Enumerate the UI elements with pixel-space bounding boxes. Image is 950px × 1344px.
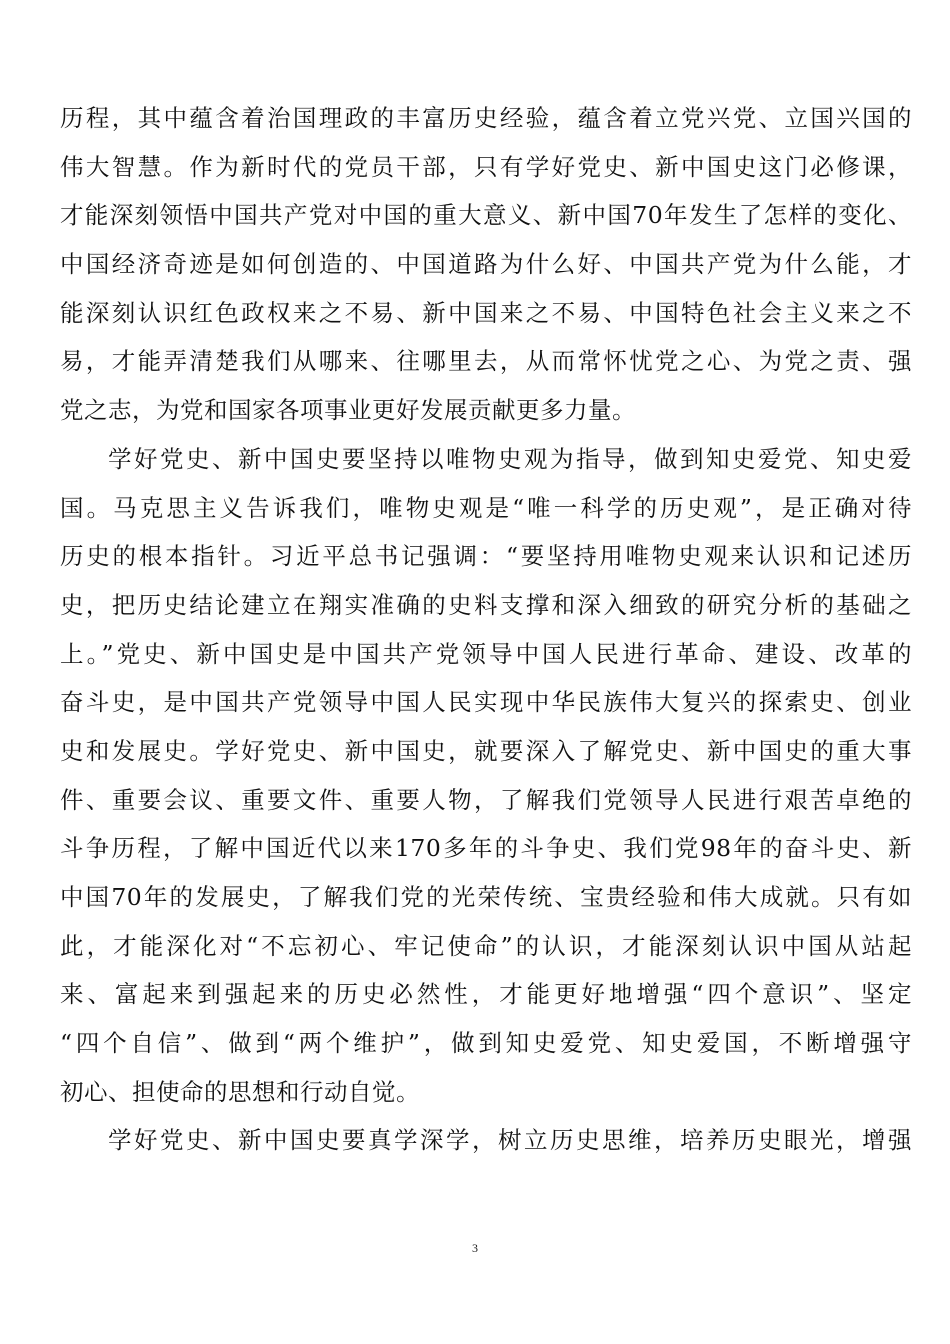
text-line: 才能深刻领悟中国共产党对中国的重大意义、新中国70年发生了怎样的变化、	[60, 201, 912, 230]
text-line: 易，才能弄清楚我们从哪来、往哪里去，从而常怀忧党之心、为党之责、强	[60, 347, 912, 376]
text-line: 史，把历史结论建立在翔实准确的史料支撑和深入细致的研究分析的基础之	[60, 590, 912, 619]
text-line: 能深刻认识红色政权来之不易、新中国来之不易、中国特色社会主义来之不	[60, 298, 912, 327]
text-line: 学好党史、新中国史要真学深学，树立历史思维，培养历史眼光，增强	[108, 1126, 912, 1155]
text-line: 伟大智慧。作为新时代的党员干部，只有学好党史、新中国史这门必修课，	[60, 152, 912, 181]
text-line: “四个自信”、做到“两个维护”，做到知史爱党、知史爱国，不断增强守	[60, 1029, 912, 1058]
text-line: 上。”党史、新中国史是中国共产党领导中国人民进行革命、建设、改革的	[60, 639, 912, 668]
text-line: 斗争历程，了解中国近代以来170多年的斗争史、我们党98年的奋斗史、新	[60, 834, 912, 863]
document-body	[60, 94, 912, 1165]
text-line: 件、重要会议、重要文件、重要人物，了解我们党领导人民进行艰苦卓绝的	[60, 785, 912, 814]
text-line: 历史的根本指针。习近平总书记强调：“要坚持用唯物史观来认识和记述历	[60, 542, 912, 571]
text-line: 初心、担使命的思想和行动自觉。	[60, 1077, 420, 1106]
paragraph	[60, 435, 912, 1117]
text-line: 中国经济奇迹是如何创造的、中国道路为什么好、中国共产党为什么能，才	[60, 250, 912, 279]
text-line: 奋斗史，是中国共产党领导中国人民实现中华民族伟大复兴的探索史、创业	[60, 688, 912, 717]
text-line: 史和发展史。学好党史、新中国史，就要深入了解党史、新中国史的重大事	[60, 736, 912, 765]
text-line: 此，才能深化对“不忘初心、牢记使命”的认识，才能深刻认识中国从站起	[60, 931, 912, 960]
paragraph	[60, 1116, 912, 1165]
paragraph	[60, 94, 912, 435]
text-line: 党之志，为党和国家各项事业更好发展贡献更多力量。	[60, 396, 636, 425]
page-number: 3	[472, 1241, 478, 1255]
text-line: 历程，其中蕴含着治国理政的丰富历史经验，蕴含着立党兴党、立国兴国的	[60, 104, 912, 132]
text-line: 学好党史、新中国史要坚持以唯物史观为指导，做到知史爱党、知史爱	[108, 444, 912, 473]
text-line: 来、富起来到强起来的历史必然性，才能更好地增强“四个意识”、坚定	[60, 980, 912, 1009]
text-line: 中国70年的发展史，了解我们党的光荣传统、宝贵经验和伟大成就。只有如	[60, 883, 912, 911]
text-line: 国。马克思主义告诉我们，唯物史观是“唯一科学的历史观”，是正确对待	[60, 493, 912, 522]
